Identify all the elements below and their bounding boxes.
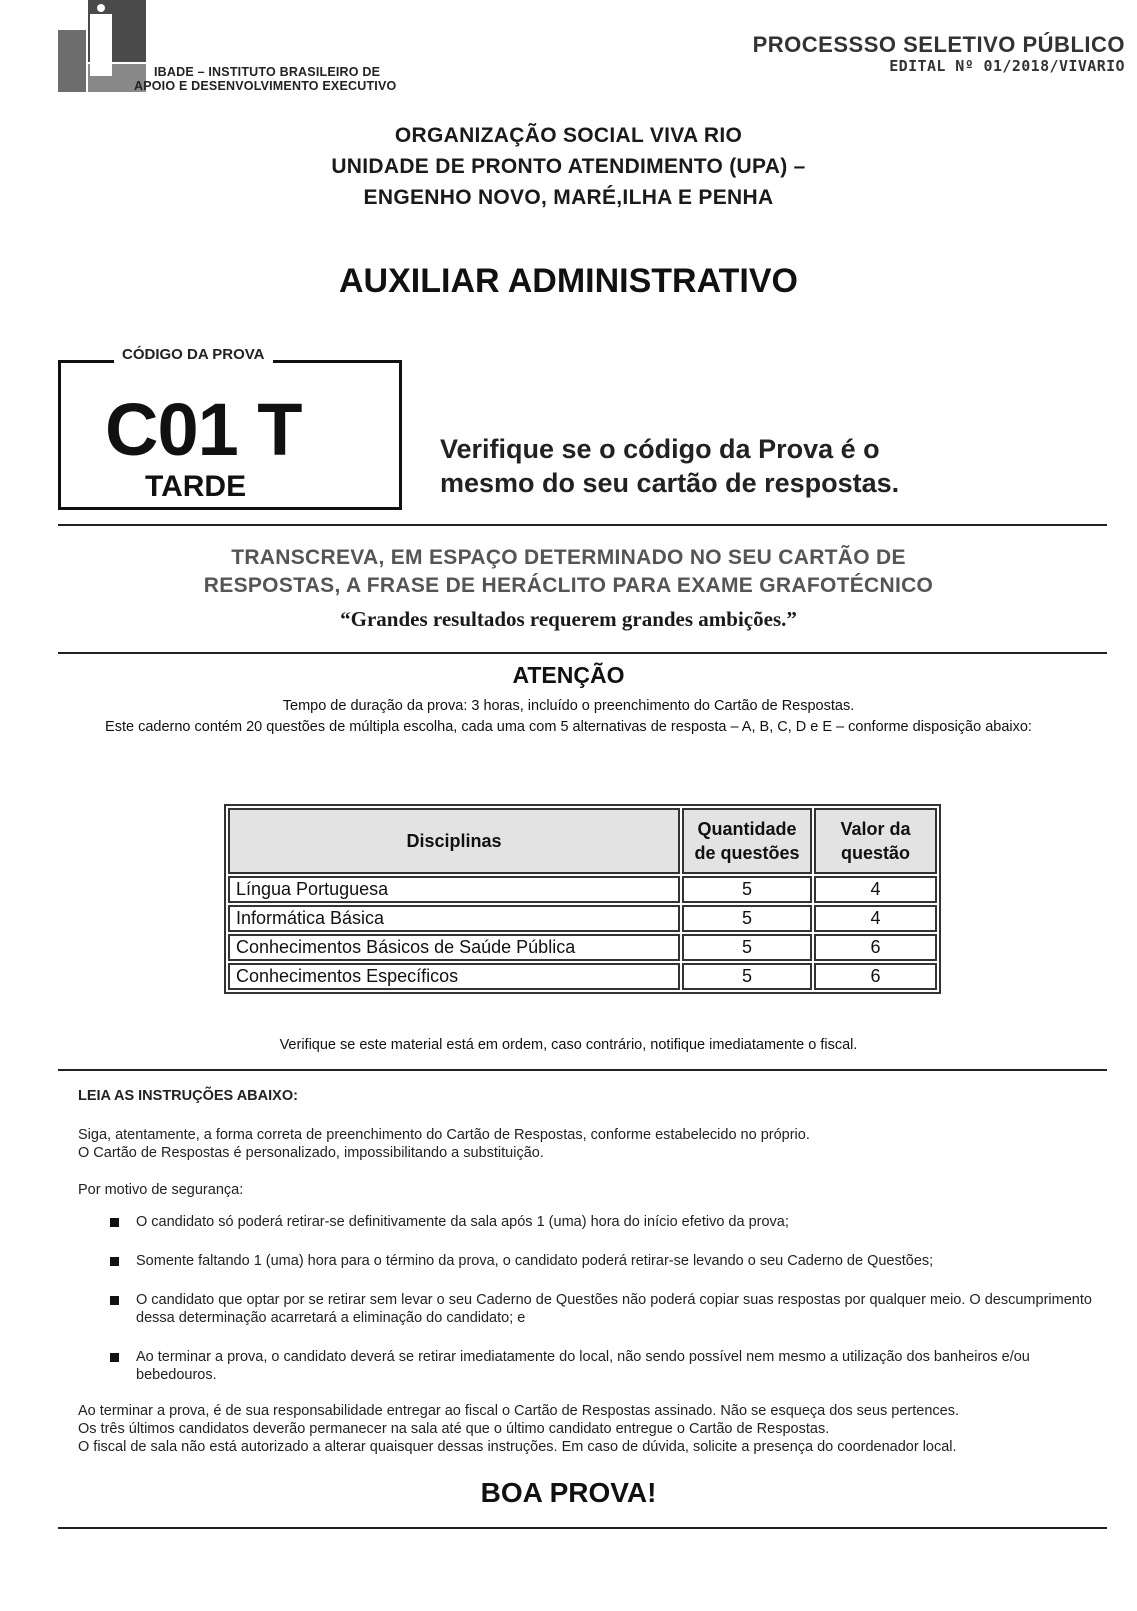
- transcribe-line-2: RESPOSTAS, A FRASE DE HERÁCLITO PARA EXAME GRAFOTÉCNICO: [203, 574, 934, 597]
- exam-period: TARDE: [145, 470, 247, 503]
- list-item: [108, 1213, 1098, 1231]
- job-title: AUXILIAR ADMINISTRATIVO: [339, 262, 798, 300]
- quantity-cell: 5: [682, 905, 812, 932]
- bullet-square-icon: [110, 1257, 119, 1266]
- table-row: [228, 905, 937, 932]
- divider: [58, 1527, 1107, 1529]
- discipline-cell: Conhecimentos Básicos de Saúde Pública: [228, 934, 680, 961]
- list-item: [108, 1348, 1098, 1384]
- header-quantity: [682, 808, 812, 874]
- edital-number: EDITAL Nº 01/2018/VIVARIO: [889, 57, 1125, 75]
- verify-code-line-1: Verifique se o código da Prova é o: [440, 434, 880, 464]
- verify-code-notice: [440, 432, 899, 500]
- process-title: PROCESSSO SELETIVO PÚBLICO: [752, 32, 1125, 57]
- table-header-row: [228, 808, 937, 874]
- heraclitus-quote: “Grandes resultados requerem grandes ambições.”: [340, 607, 797, 631]
- closing-line-2: Os três últimos candidatos deverão permanecer na sala até que o último candidato entregue o Cartão de Respostas.: [78, 1421, 830, 1437]
- closing-line-1: Ao terminar a prova, é de sua responsabilidade entregar ao fiscal o Cartão de Respostas assinado. Não se esqueça dos seus pertences.: [78, 1403, 959, 1419]
- closing-instructions: [78, 1402, 1098, 1456]
- good-luck-message: BOA PROVA!: [480, 1477, 657, 1508]
- transcribe-instruction: [0, 544, 1137, 600]
- value-cell: 6: [814, 963, 937, 990]
- exam-duration: Tempo de duração da prova: 3 horas, incluído o preenchimento do Cartão de Respostas.: [282, 698, 855, 714]
- bullet-square-icon: [110, 1296, 119, 1305]
- exam-composition: Este caderno contém 20 questões de múltipla escolha, cada uma com 5 alternativas de resposta – A, B, C, D e E – conforme disposição abaixo:: [105, 719, 1032, 735]
- divider: [58, 652, 1107, 654]
- organization-line-2: UNIDADE DE PRONTO ATENDIMENTO (UPA) –: [331, 155, 806, 178]
- organization-line-3: ENGENHO NOVO, MARÉ,ILHA E PENHA: [363, 186, 774, 209]
- instructions-paragraph: [78, 1126, 1098, 1162]
- header-quantity-line-2: de questões: [694, 843, 800, 863]
- value-cell: 4: [814, 876, 937, 903]
- exam-code: C01 T: [105, 388, 302, 471]
- header-value: [814, 808, 937, 874]
- quantity-cell: 5: [682, 876, 812, 903]
- table-row: [228, 934, 937, 961]
- header-disciplines: Disciplinas: [228, 808, 680, 874]
- check-material-notice: Verifique se este material está em ordem, caso contrário, notifique imediatamente o fiscal.: [279, 1037, 858, 1053]
- exam-code-label: CÓDIGO DA PROVA: [114, 346, 273, 363]
- divider: [58, 1069, 1107, 1071]
- instructions-heading: LEIA AS INSTRUÇÕES ABAIXO:: [78, 1088, 298, 1104]
- organization-line-1: ORGANIZAÇÃO SOCIAL VIVA RIO: [394, 124, 743, 147]
- rule-text: O candidato que optar por se retirar sem levar o seu Caderno de Questões não poderá copiar suas respostas por qualquer meio. O descumprimento dessa determinação acarretará a eliminação do candidato; e: [136, 1292, 1092, 1326]
- quantity-cell: 5: [682, 963, 812, 990]
- bullet-square-icon: [110, 1353, 119, 1362]
- logo-line-1: IBADE – INSTITUTO BRASILEIRO DE: [154, 65, 381, 79]
- discipline-cell: Língua Portuguesa: [228, 876, 680, 903]
- instructions-line-1: Siga, atentamente, a forma correta de preenchimento do Cartão de Respostas, conforme estabelecido no próprio.: [78, 1127, 810, 1143]
- value-cell: 4: [814, 905, 937, 932]
- closing-line-3: O fiscal de sala não está autorizado a alterar quaisquer dessas instruções. Em caso de dúvida, solicite a presença do coordenador local.: [78, 1439, 957, 1455]
- rule-text: Somente faltando 1 (uma) hora para o término da prova, o candidato poderá retirar-se levando o seu Caderno de Questões;: [136, 1253, 934, 1269]
- security-heading: Por motivo de segurança:: [78, 1182, 244, 1198]
- table-row: [228, 963, 937, 990]
- header-quantity-line-1: Quantidade: [697, 819, 797, 839]
- divider: [58, 524, 1107, 526]
- attention-title: ATENÇÃO: [512, 662, 625, 688]
- rule-text: Ao terminar a prova, o candidato deverá se retirar imediatamente do local, não sendo possível nem mesmo a utilização dos banheiros e/ou bebedouros.: [136, 1349, 1030, 1383]
- logo-line-2: APOIO E DESENVOLVIMENTO EXECUTIVO: [134, 79, 397, 93]
- security-rules-list: [108, 1213, 1098, 1405]
- logo-text: [134, 65, 396, 93]
- quantity-cell: 5: [682, 934, 812, 961]
- header-value-line-2: questão: [840, 843, 910, 863]
- bullet-square-icon: [110, 1218, 119, 1227]
- header-value-line-1: Valor da: [840, 819, 911, 839]
- table-row: [228, 876, 937, 903]
- discipline-cell: Informática Básica: [228, 905, 680, 932]
- transcribe-line-1: TRANSCREVA, EM ESPAÇO DETERMINADO NO SEU CARTÃO DE: [231, 546, 906, 569]
- discipline-cell: Conhecimentos Específicos: [228, 963, 680, 990]
- list-item: [108, 1252, 1098, 1270]
- list-item: [108, 1291, 1098, 1327]
- value-cell: 6: [814, 934, 937, 961]
- instructions-line-2: O Cartão de Respostas é personalizado, impossibilitando a substituição.: [78, 1145, 544, 1161]
- disciplines-table: [224, 804, 941, 994]
- verify-code-line-2: mesmo do seu cartão de respostas.: [440, 468, 900, 498]
- organization-block: [0, 120, 1137, 213]
- rule-text: O candidato só poderá retirar-se definitivamente da sala após 1 (uma) hora do início efetivo da prova;: [136, 1214, 789, 1230]
